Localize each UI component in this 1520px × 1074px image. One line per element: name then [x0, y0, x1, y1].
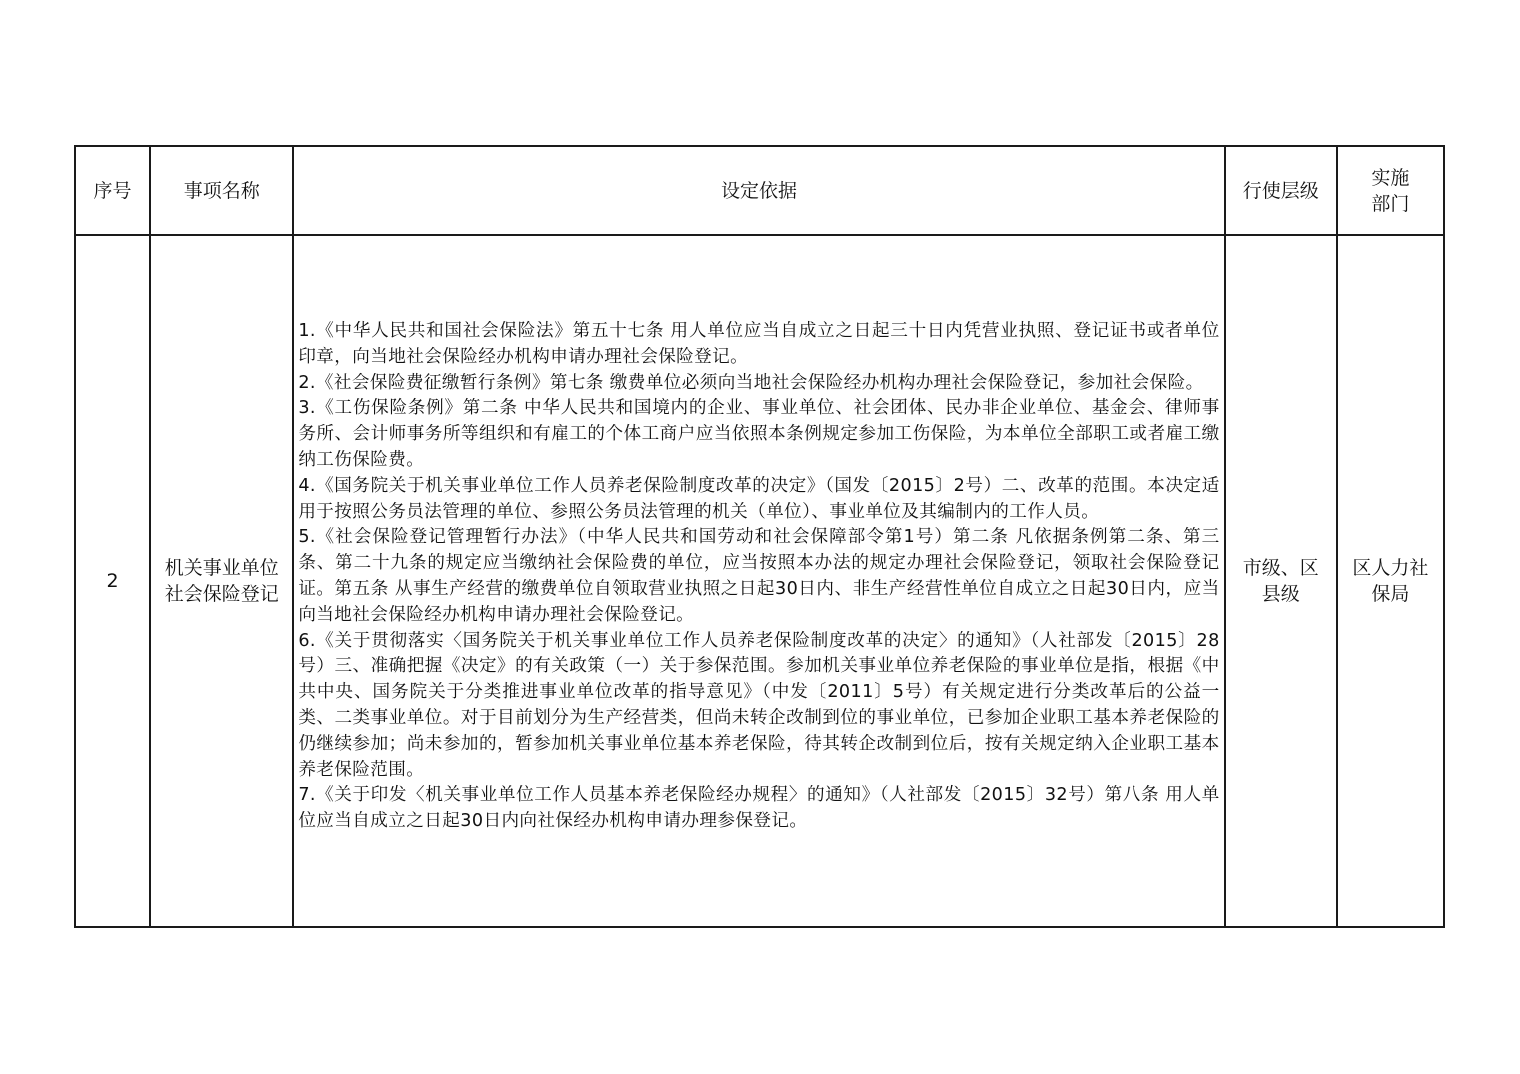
row-seq: 2 — [75, 235, 150, 927]
header-seq: 序号 — [75, 146, 150, 235]
basis-item: 5.《社会保险登记管理暂行办法》（中华人民共和国劳动和社会保障部令第1号）第二条 凡依据条例第二条、第三条、第二十九条的规定应当缴纳社会保险费的单位，应当按照本办法的规定办理社会保险登记，领取社会保险登记证。第五条 从事生产经营的缴费单位自领取营业执照之日起30日内、非生产经营性单位自成立之日起30日内，应当向当地社会保险经办机构申请办理社会保险登记。 — [298, 527, 1220, 625]
basis-item: 3.《工伤保险条例》第二条 中华人民共和国境内的企业、事业单位、社会团体、民办非企业单位、基金会、律师事务所、会计师事务所等组织和有雇工的个体工商户应当依照本条例规定参加工伤保险，为本单位全部职工或者雇工缴纳工伤保险费。 — [298, 398, 1220, 471]
basis-item: 6.《关于贯彻落实〈国务院关于机关事业单位工作人员养老保险制度改革的决定〉的通知》（人社部发〔2015〕28号）三、准确把握《决定》的有关政策（一）关于参保范围。参加机关事业单位养老保险的事业单位是指，根据《中共中央、国务院关于分类推进事业单位改革的指导意见》（中发〔2011〕5号）有关规定进行分类改革后的公益一类、二类事业单位。对于目前划分为生产经营类，但尚未转企改制到位的事业单位，已参加企业职工基本养老保险的仍继续参加；尚未参加的，暂参加机关事业单位基本养老保险，待其转企改制到位后，按有关规定纳入企业职工基本养老保险范围。 — [298, 630, 1220, 780]
basis-item: 1.《中华人民共和国社会保险法》第五十七条 用人单位应当自成立之日起三十日内凭营业执照、登记证书或者单位印章，向当地社会保险经办机构申请办理社会保险登记。 — [298, 321, 1220, 367]
header-name: 事项名称 — [150, 146, 293, 235]
header-dept: 实施部门 — [1337, 146, 1444, 235]
header-level: 行使层级 — [1225, 146, 1337, 235]
matter-table — [74, 145, 1445, 928]
row-name: 机关事业单位社会保险登记 — [150, 235, 293, 927]
basis-item: 7.《关于印发〈机关事业单位工作人员基本养老保险经办规程〉的通知》（人社部发〔2015〕32号）第八条 用人单位应当自成立之日起30日内向社保经办机构申请办理参保登记。 — [298, 785, 1220, 832]
basis-list — [298, 319, 1219, 835]
basis-item: 4.《国务院关于机关事业单位工作人员养老保险制度改革的决定》（国发〔2015〕2号）二、改革的范围。本决定适用于按照公务员法管理的单位、参照公务员法管理的机关（单位）、事业单位及其编制内的工作人员。 — [298, 475, 1220, 522]
header-row — [75, 146, 1444, 235]
row-level: 市级、区县级 — [1225, 235, 1337, 927]
basis-item: 2.《社会保险费征缴暂行条例》第七条 缴费单位必须向当地社会保险经办机构办理社会保险登记，参加社会保险。 — [298, 372, 1204, 393]
table-row — [75, 235, 1444, 927]
header-basis: 设定依据 — [293, 146, 1224, 235]
row-basis — [293, 235, 1224, 927]
row-dept: 区人力社保局 — [1337, 235, 1444, 927]
